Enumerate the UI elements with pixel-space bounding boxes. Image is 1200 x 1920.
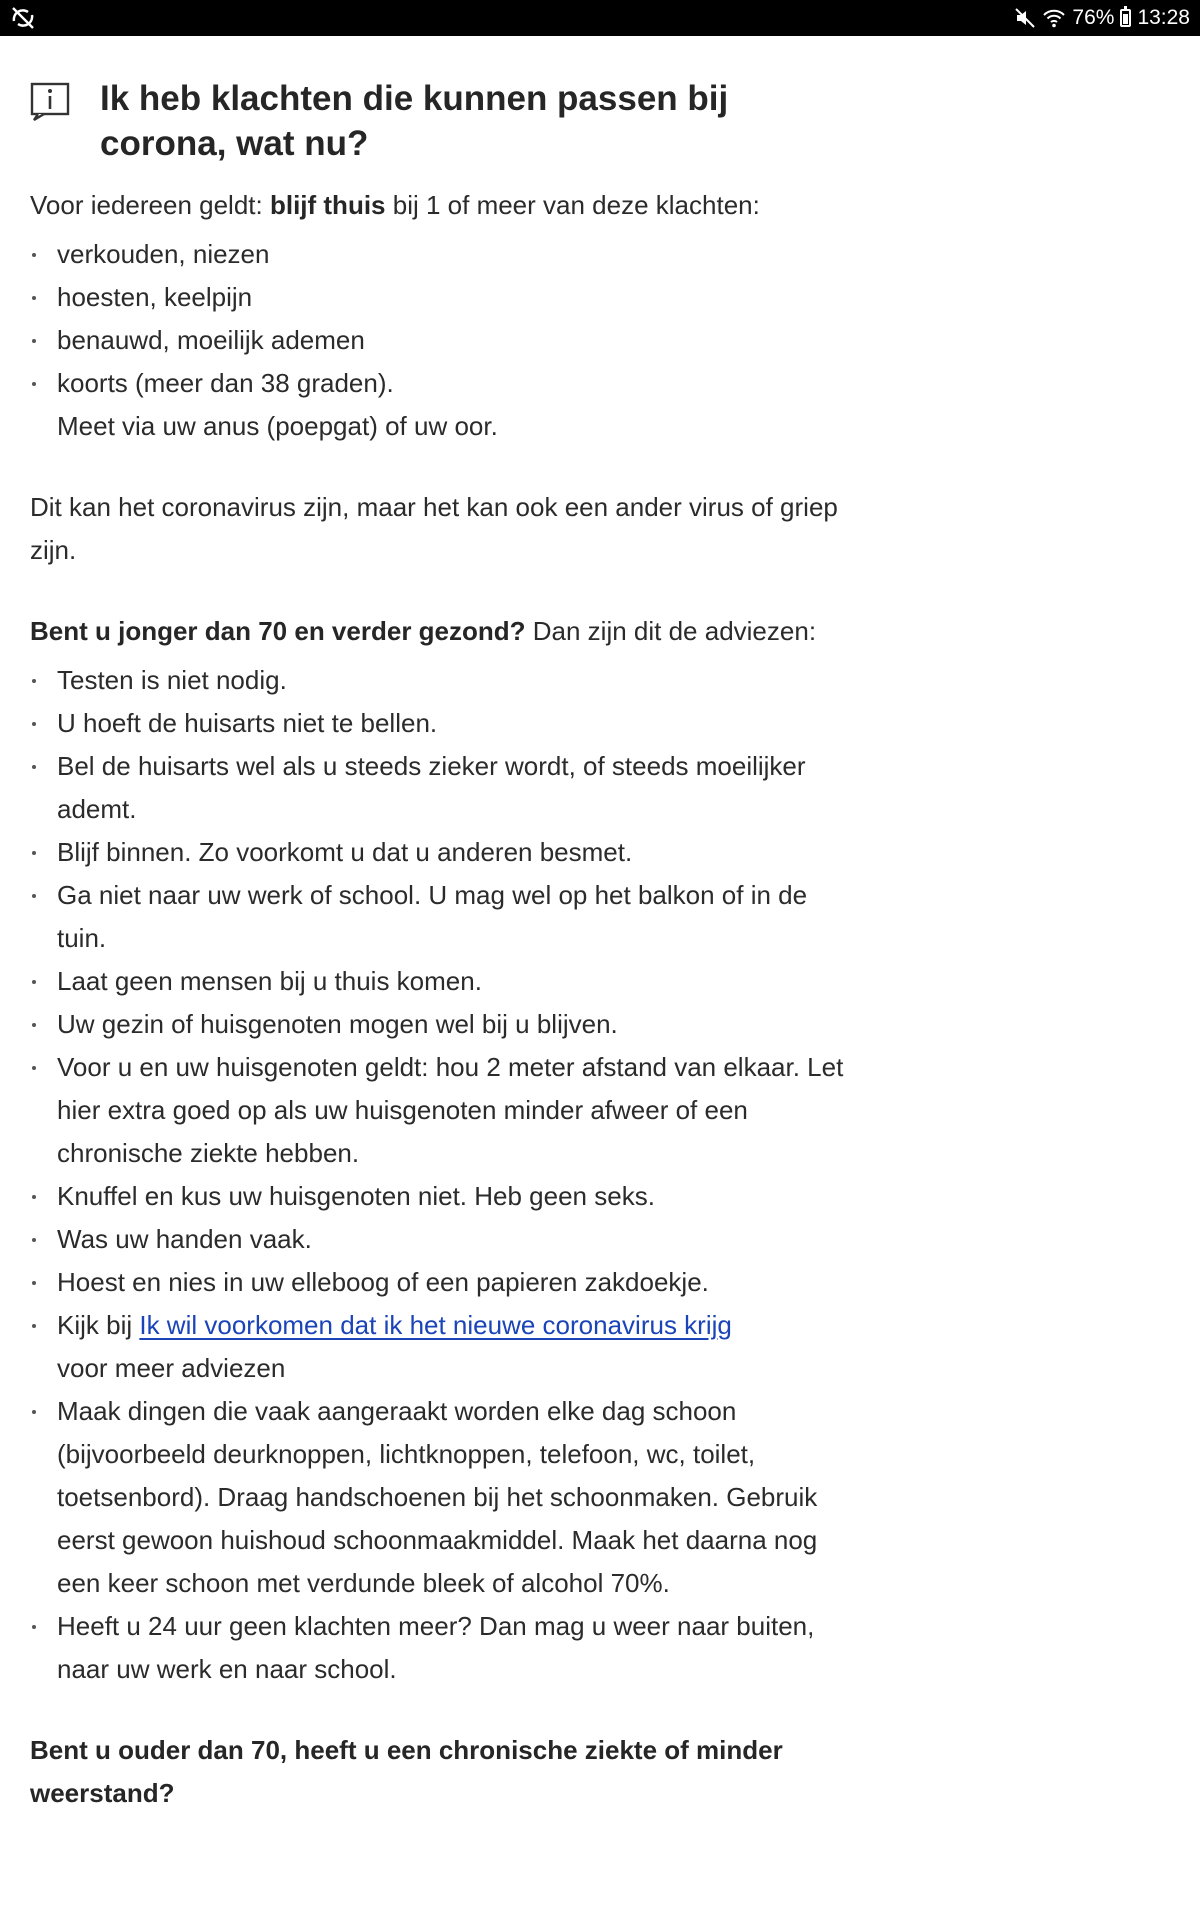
intro-suffix: bij 1 of meer van deze klachten: [385,190,760,220]
prevention-link[interactable]: Ik wil voorkomen dat ik het nieuwe coronavirus krijg [139,1310,732,1340]
page-title: Ik heb klachten die kunnen passen bij corona, wat nu? [100,79,729,163]
over-70-heading-bold: Bent u ouder dan 70, heeft u een chronische ziekte of minder weerstand? [30,1735,783,1808]
link-item-suffix: voor meer adviezen [57,1353,286,1383]
list-item: verkouden, niezen [30,233,850,276]
advice-list [30,659,850,1691]
mute-icon [1014,7,1036,29]
battery-icon [1120,9,1131,27]
list-item: Bel de huisarts wel als u steeds zieker wordt, of steeds moeilijker ademt. [30,745,850,831]
under-70-heading-bold: Bent u jonger dan 70 en verder gezond? [30,616,526,646]
sync-off-icon [10,5,36,31]
symptom-list [30,233,850,448]
wifi-icon [1042,7,1066,29]
over-70-heading [30,1729,850,1815]
battery-percent: 76% [1072,6,1115,29]
intro-prefix: Voor iedereen geldt: [30,190,270,220]
list-item: Hoest en nies in uw elleboog of een papieren zakdoekje. [30,1261,850,1304]
list-item: Was uw handen vaak. [30,1218,850,1261]
list-item: Knuffel en kus uw huisgenoten niet. Heb geen seks. [30,1175,850,1218]
section-header [30,76,850,166]
list-item: Testen is niet nodig. [30,659,850,702]
list-item [30,1304,850,1390]
list-item: Maak dingen die vaak aangeraakt worden elke dag schoon (bijvoorbeeld deurknoppen, lichtknoppen, telefoon, wc, toilet, toetsenbord). Draag handschoenen bij het schoonmaken. Gebruik eerst gewoon huishoud schoonmaakmiddel. Maak het daarna nog een keer schoon met verdunde bleek of alcohol 70%. [30,1390,850,1605]
fever-measure-line: Meet via uw anus (poepgat) of uw oor. [57,411,498,441]
list-item [30,362,850,448]
list-item: Voor u en uw huisgenoten geldt: hou 2 meter afstand van elkaar. Let hier extra goed op als uw huisgenoten minder afweer of een chronische ziekte hebben. [30,1046,850,1175]
list-item: Blijf binnen. Zo voorkomt u dat u anderen besmet. [30,831,850,874]
fever-line: koorts (meer dan 38 graden). [57,368,394,398]
list-item: benauwd, moeilijk ademen [30,319,850,362]
status-bar [0,0,1200,36]
list-item: U hoeft de huisarts niet te bellen. [30,702,850,745]
intro-bold: blijf thuis [269,190,386,220]
info-icon [30,82,70,122]
under-70-heading [30,610,850,653]
under-70-heading-rest: Dan zijn dit de adviezen: [525,616,817,646]
article [30,36,850,1815]
list-item: Uw gezin of huisgenoten mogen wel bij u blijven. [30,1003,850,1046]
virus-note: Dit kan het coronavirus zijn, maar het kan ook een ander virus of griep zijn. [30,492,838,565]
list-item: Laat geen mensen bij u thuis komen. [30,960,850,1003]
list-item: hoesten, keelpijn [30,276,850,319]
list-item: Heeft u 24 uur geen klachten meer? Dan mag u weer naar buiten, naar uw werk en naar school. [30,1605,850,1691]
link-item-prefix: Kijk bij [57,1310,140,1340]
clock: 13:28 [1137,6,1190,29]
list-item: Ga niet naar uw werk of school. U mag wel op het balkon of in de tuin. [30,874,850,960]
intro-paragraph [30,184,850,227]
